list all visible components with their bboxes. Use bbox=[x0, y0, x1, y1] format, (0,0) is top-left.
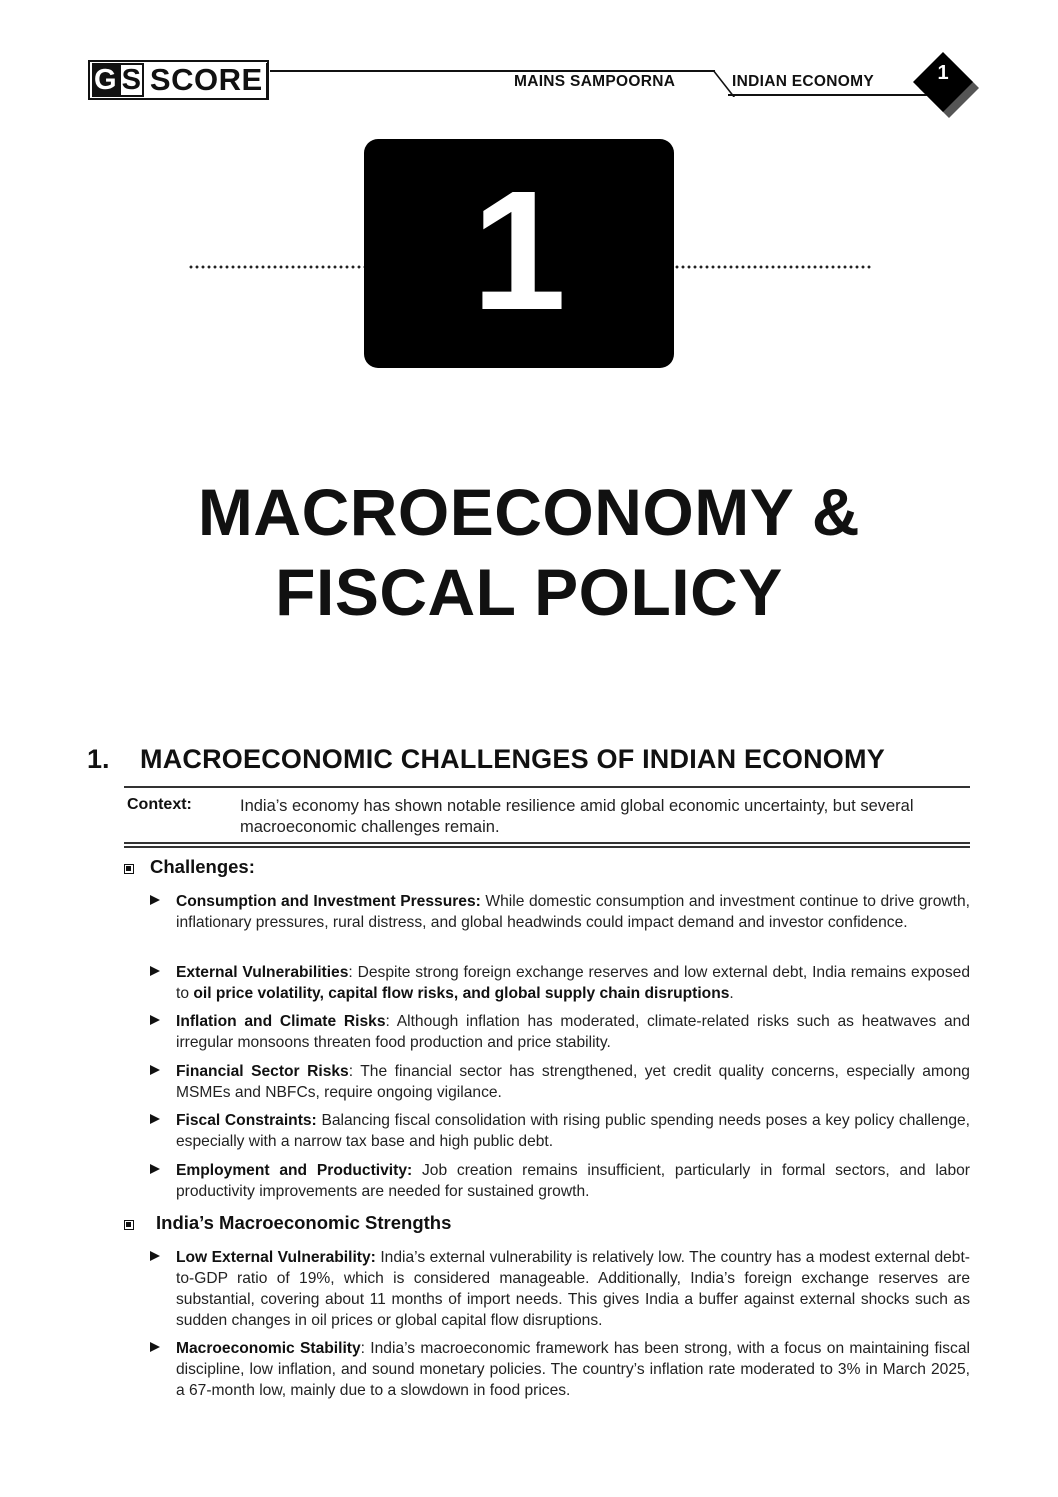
arrow-bullet-icon bbox=[150, 1114, 160, 1124]
list-item-body: While domestic consumption and investment continue to drive growth, inflationary pressures, rural distress, and global headwinds could impact demand and investor confidence. bbox=[176, 893, 970, 931]
logo-score-text: SCORE bbox=[149, 62, 263, 97]
header-rule-underline bbox=[728, 94, 928, 96]
challenges-heading bbox=[124, 856, 255, 878]
list-item-emphasis: oil price volatility, capital flow risks, and global supply chain disruptions bbox=[193, 985, 730, 1002]
arrow-bullet-icon bbox=[150, 1251, 160, 1261]
list-item-text bbox=[176, 1011, 970, 1053]
strengths-heading-text: India’s Macroeconomic Strengths bbox=[156, 1212, 452, 1233]
strengths-heading bbox=[124, 1212, 451, 1234]
gsscore-logo bbox=[88, 60, 269, 100]
list-item-label: Low External Vulnerability: bbox=[176, 1249, 376, 1266]
dotted-rule-right bbox=[674, 264, 872, 270]
list-item-label: Employment and Productivity: bbox=[176, 1162, 413, 1179]
arrow-bullet-icon bbox=[150, 1015, 160, 1025]
context-rule-bottom-1 bbox=[124, 842, 970, 844]
header-subject-label: INDIAN ECONOMY bbox=[732, 73, 874, 90]
square-bullet-icon bbox=[124, 864, 134, 874]
section-title: MACROECONOMIC CHALLENGES OF INDIAN ECONOMY bbox=[140, 744, 885, 774]
chapter-title-line-2: FISCAL POLICY bbox=[275, 555, 783, 629]
list-item-label: External Vulnerabilities bbox=[176, 964, 349, 981]
list-item-text bbox=[176, 1338, 970, 1401]
list-item-text bbox=[176, 891, 970, 933]
arrow-bullet-icon bbox=[150, 966, 160, 976]
list-item bbox=[150, 1061, 970, 1103]
chapter-number-box bbox=[364, 139, 674, 368]
logo-gs-mark bbox=[90, 62, 146, 98]
section-number: 1. bbox=[87, 744, 110, 774]
list-item-text bbox=[176, 1061, 970, 1103]
list-item bbox=[150, 962, 970, 1004]
arrow-bullet-icon bbox=[150, 1342, 160, 1352]
logo-letter-s: S bbox=[119, 63, 144, 97]
list-item bbox=[150, 1011, 970, 1053]
list-item bbox=[150, 891, 970, 933]
list-item-body: : India’s macroeconomic framework has been strong, with a focus on maintaining fiscal discipline, low inflation, and sound monetary policies. The country’s inflation rate moderated to 3% in March 2025, a 67-month low, mainly due to a slowdown in food prices. bbox=[176, 1340, 970, 1399]
section-rule-top bbox=[124, 786, 970, 788]
chapter-number: 1 bbox=[471, 155, 567, 346]
header-rule bbox=[270, 70, 715, 72]
list-item bbox=[150, 1247, 970, 1331]
list-item-label: Inflation and Climate Risks bbox=[176, 1013, 386, 1030]
list-item bbox=[150, 1160, 970, 1202]
list-item-text bbox=[176, 1247, 970, 1331]
list-item-body: India’s external vulnerability is relatively low. The country has a modest external debt-to-GDP ratio of 19%, which is considered manageable. Additionally, India’s foreign exchange reserves are substantial, covering about 11 months of import needs. This gives India a buffer against external shocks such as sudden changes in oil prices or global capital flow disruptions. bbox=[176, 1249, 970, 1329]
list-item-body: : Although inflation has moderated, climate-related risks such as heatwaves and irregular monsoons threaten food production and price stability. bbox=[176, 1013, 970, 1051]
list-item-text bbox=[176, 1160, 970, 1202]
page-number: 1 bbox=[937, 62, 949, 84]
list-item-text bbox=[176, 1110, 970, 1152]
arrow-bullet-icon bbox=[150, 1164, 160, 1174]
list-item-body: Job creation remains insufficient, particularly in formal sectors, and labor productivity improvements are needed for sustained growth. bbox=[176, 1162, 970, 1200]
context-label: Context: bbox=[127, 796, 192, 813]
list-item-body: Balancing fiscal consolidation with rising public spending needs poses a key policy challenge, especially with a narrow tax base and high public debt. bbox=[176, 1112, 970, 1150]
list-item-end: . bbox=[729, 985, 734, 1002]
arrow-bullet-icon bbox=[150, 1065, 160, 1075]
list-item-label: Consumption and Investment Pressures: bbox=[176, 893, 481, 910]
list-item-body: : The financial sector has strengthened, yet credit quality concerns, especially among MSMEs and NBFCs, require ongoing vigilance. bbox=[176, 1063, 970, 1101]
list-item bbox=[150, 1110, 970, 1152]
context-text: India’s economy has shown notable resilience amid global economic uncertainty, but several macroeconomic challenges remain. bbox=[240, 797, 914, 836]
arrow-bullet-icon bbox=[150, 895, 160, 905]
chapter-title bbox=[0, 472, 1058, 632]
list-item-text bbox=[176, 962, 970, 1004]
header-series-label: MAINS SAMPOORNA bbox=[514, 73, 676, 90]
list-item-body: : Despite strong foreign exchange reserves and low external debt, India remains exposed to bbox=[176, 964, 970, 1002]
dotted-rule-left bbox=[188, 264, 364, 270]
chapter-title-line-1: MACROECONOMY & bbox=[197, 475, 861, 549]
header-divider bbox=[266, 63, 269, 99]
square-bullet-icon bbox=[124, 1220, 134, 1230]
list-item-label: Macroeconomic Stability bbox=[176, 1340, 361, 1357]
logo-letter-g: G bbox=[94, 64, 117, 96]
list-item-label: Financial Sector Risks bbox=[176, 1063, 349, 1080]
list-item-label: Fiscal Constraints: bbox=[176, 1112, 317, 1129]
challenges-heading-text: Challenges: bbox=[150, 856, 255, 877]
context-rule-bottom-2 bbox=[124, 846, 970, 848]
list-item bbox=[150, 1338, 970, 1401]
